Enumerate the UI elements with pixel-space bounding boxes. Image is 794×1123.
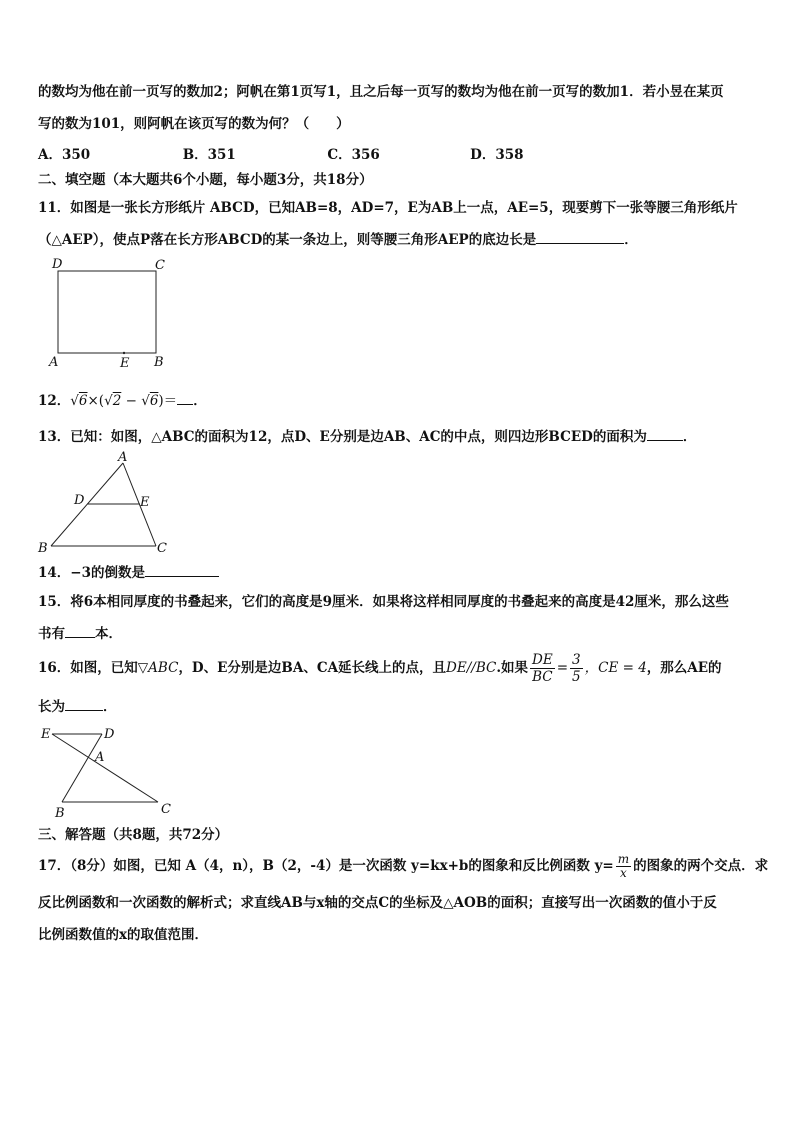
q11-rectangle: [58, 271, 156, 353]
q16-eq: =: [556, 660, 569, 676]
q11-label-c: C: [155, 258, 165, 273]
q16-tail: ，那么AE的: [646, 660, 722, 676]
q10-options: [38, 146, 524, 164]
q10-line2: 写的数为101，则阿帆在该页写的数为何？（ ）: [38, 116, 350, 132]
q16-if: .如果: [496, 660, 529, 676]
q11-label-d: D: [52, 257, 63, 272]
q13-label-b: B: [38, 541, 48, 556]
q16-label-b: B: [55, 806, 65, 821]
q16-fraction-de-bc: $\frac{DE}{BC}$: [532, 652, 553, 685]
q13-line1: [38, 427, 696, 446]
q11-end: ．: [624, 232, 638, 248]
q12-close: )＝: [158, 393, 178, 409]
q13-text: 13．已知：如图，△ABC的面积为12，点D、E分别是边AB、AC的中点，则四边形BCED的面积为: [38, 429, 647, 445]
q16-label-d: D: [104, 727, 115, 742]
q11-label-b: B: [154, 355, 164, 370]
q17-fraction-m-x: $\frac{m}{x}$: [617, 852, 630, 880]
q15-text: 书有: [38, 626, 65, 642]
q15-line1: 15．将6本相同厚度的书叠起来，它们的高度是9厘米．如果将这样相同厚度的书叠起来的高度是42厘米，那么这些: [38, 594, 729, 610]
q12-sqrt-6b: √6: [141, 393, 159, 409]
q16-fraction-value: $\frac{3}{5}$: [572, 652, 581, 685]
q17-line1: [38, 850, 768, 882]
q12-answer-blank: [177, 391, 193, 405]
q11-figure: [40, 255, 180, 370]
q12-sqrt-2: √2: [104, 393, 122, 409]
q14-line: [38, 563, 219, 582]
q15-answer-blank: [65, 624, 95, 638]
q15-end: 本．: [95, 626, 122, 642]
q12-line: [38, 391, 207, 410]
q13-label-d: D: [74, 493, 85, 508]
q16-answer-blank: [65, 697, 103, 711]
q16-label-a: A: [95, 750, 105, 765]
q12-op: ×(: [87, 393, 105, 409]
q11-answer-blank: [536, 230, 624, 244]
q16-ce: ，CE = 4: [584, 660, 647, 676]
q16-line1: [38, 651, 722, 685]
q16-triangle: ▽ABC: [137, 660, 179, 676]
q12-sqrt-6: √6: [70, 393, 88, 409]
q17-line2: 反比例函数和一次函数的解析式；求直线AB与x轴的交点C的坐标及△AOB的面积；直接写出一次函数的值小于反: [38, 895, 717, 911]
q16-label-c: C: [161, 802, 171, 817]
q10-option-c: C．356: [327, 147, 380, 163]
q10-option-d: D．358: [470, 147, 524, 163]
q13-answer-blank: [647, 427, 683, 441]
q11-point-e: [123, 352, 125, 354]
q15-line2: [38, 624, 122, 643]
q13-label-e: E: [140, 495, 150, 510]
q16-label-e: E: [41, 727, 51, 742]
q16-line2: [38, 697, 117, 716]
q16-condition: DE//BC: [446, 660, 497, 676]
q16-pre: 16．如图，已知: [38, 660, 138, 676]
q11-line1: 11．如图是一张长方形纸片 ABCD，已知AB=8，AD=7，E为AB上一点，AE=5，现要剪下一张等腰三角形纸片: [38, 200, 738, 216]
q12-minus: −: [121, 393, 142, 409]
q10-option-a: A．350: [38, 147, 91, 163]
q16-figure: [38, 722, 183, 822]
q10-option-b: B．351: [182, 147, 236, 163]
q16-end: ．: [103, 699, 117, 715]
q14-text: 14．−3的倒数是: [38, 565, 145, 581]
q17-post: 的图象的两个交点．求: [633, 858, 769, 874]
q11-text: （△AEP），使点P落在长方形ABCD的某一条边上，则等腰三角形AEP的底边长是: [38, 232, 537, 248]
q11-label-a: A: [49, 355, 59, 370]
q13-label-c: C: [157, 541, 167, 556]
q16-text: 长为: [38, 699, 65, 715]
q13-end: ．: [682, 429, 697, 445]
q17-line3: 比例函数值的x的取值范围．: [38, 927, 209, 943]
section3-title: 三、解答题（共8题，共72分）: [38, 827, 229, 843]
q11-line2: [38, 230, 638, 249]
q11-label-e: E: [120, 356, 130, 370]
q16-mid: ，D、E分别是边BA、CA延长线上的点，且: [178, 660, 447, 676]
q14-answer-blank: [145, 563, 219, 577]
section2-title: 二、填空题（本大题共6个小题，每小题3分，共18分）: [38, 172, 373, 188]
q13-figure: [36, 448, 176, 560]
q10-line1: 的数均为他在前一页写的数加2；阿帆在第1页写1，且之后每一页写的数均为他在前一页写的数加1．若小昱在某页: [38, 84, 724, 100]
q12-number: 12．: [38, 393, 71, 409]
q17-pre: 17．（8分）如图，已知 A（4，n），B（2，-4）是一次函数 y=kx+b的图象和反比例函数 y=: [38, 858, 614, 874]
q13-label-a: A: [118, 450, 128, 465]
q12-end: ．: [193, 393, 207, 409]
